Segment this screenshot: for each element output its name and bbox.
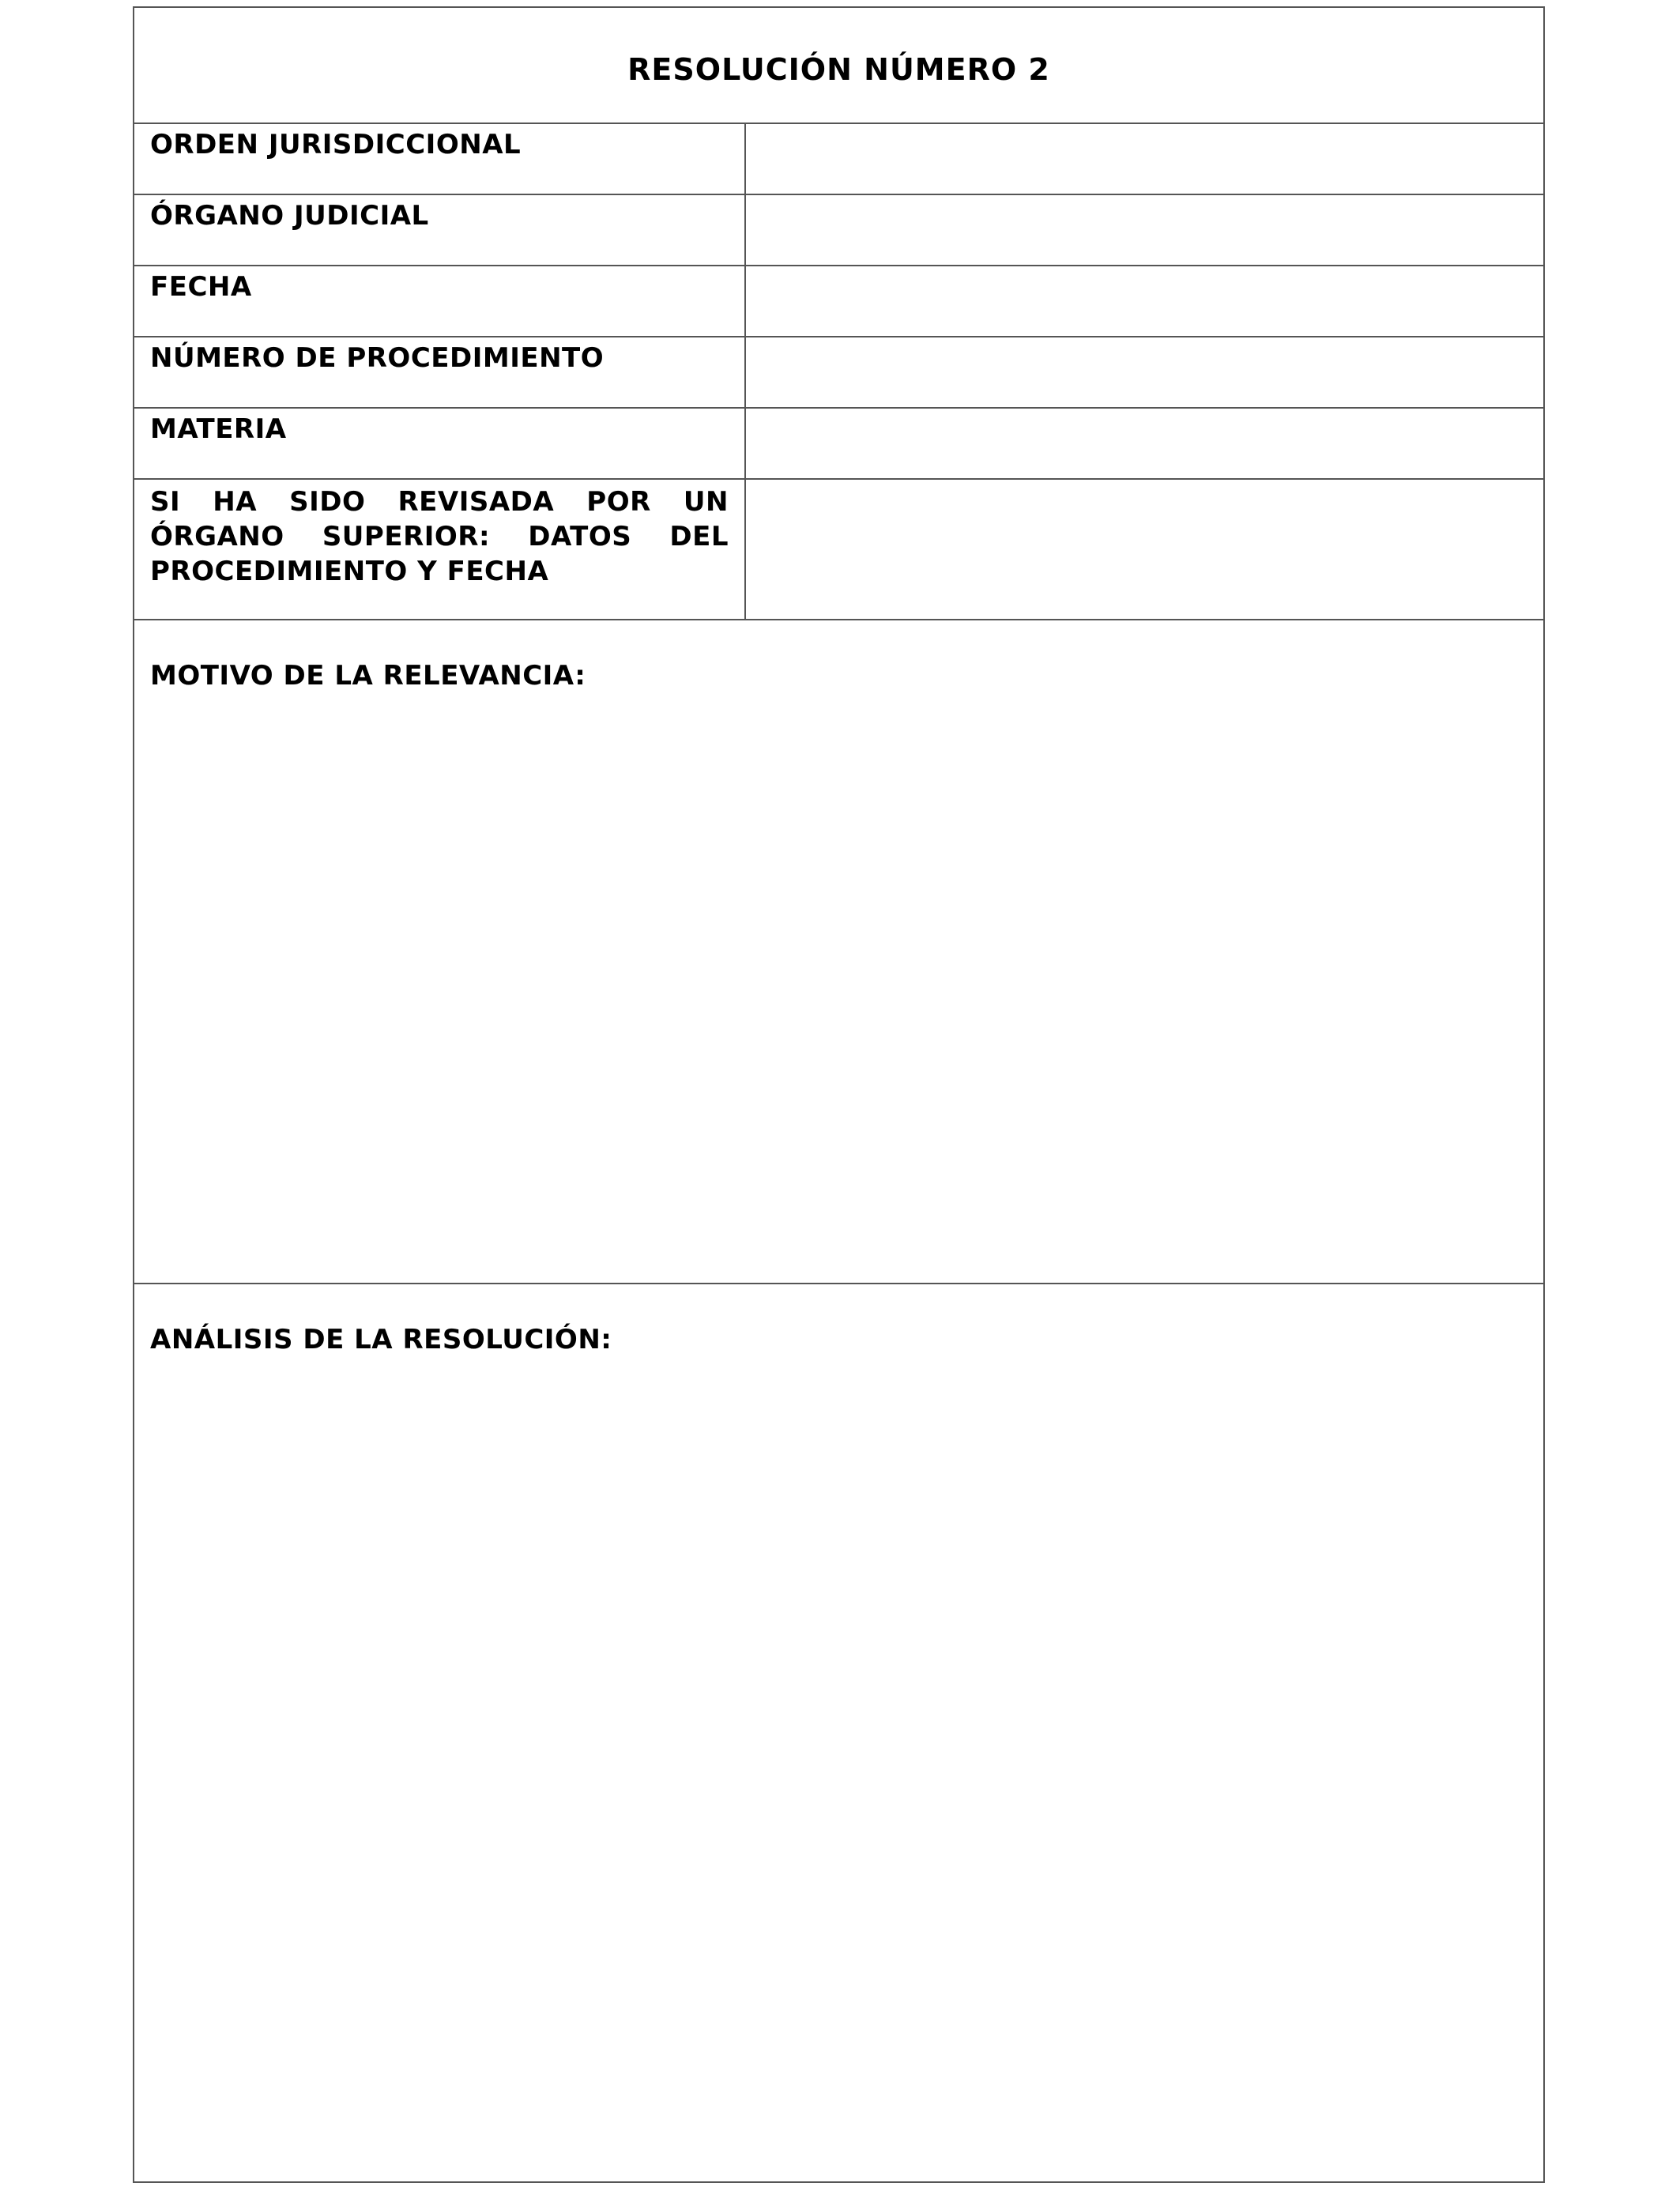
section-motivo-relevancia[interactable] [134,620,1543,1284]
title-row [134,8,1543,124]
field-label-revision-superior: SI HA SIDO REVISADA POR UN ÓRGANO SUPERIOR: DATOS DEL PROCEDIMIENTO Y FECHA [134,480,746,619]
field-row-materia [134,409,1543,480]
field-value-numero-procedimiento[interactable] [746,337,1543,407]
field-label-orden-jurisdiccional: ORDEN JURISDICCIONAL [134,124,746,194]
field-label-materia: MATERIA [134,409,746,478]
section-label-analisis-resolucion: ANÁLISIS DE LA RESOLUCIÓN: [150,1324,612,1355]
field-value-organo-judicial[interactable] [746,195,1543,265]
section-label-motivo-relevancia: MOTIVO DE LA RELEVANCIA: [150,660,586,692]
field-value-materia[interactable] [746,409,1543,478]
field-label-fecha: FECHA [134,266,746,336]
field-label-numero-procedimiento: NÚMERO DE PROCEDIMIENTO [134,337,746,407]
field-row-fecha [134,266,1543,337]
field-row-numero-procedimiento [134,337,1543,409]
section-analisis-resolucion[interactable] [134,1284,1543,2181]
field-row-organo-judicial [134,195,1543,266]
field-row-revision-superior [134,480,1543,620]
resolution-form [133,6,1545,2183]
field-value-fecha[interactable] [746,266,1543,336]
field-row-orden-jurisdiccional [134,124,1543,195]
field-label-organo-judicial: ÓRGANO JUDICIAL [134,195,746,265]
field-value-orden-jurisdiccional[interactable] [746,124,1543,194]
form-title: RESOLUCIÓN NÚMERO 2 [627,51,1050,87]
field-value-revision-superior[interactable] [746,480,1543,619]
